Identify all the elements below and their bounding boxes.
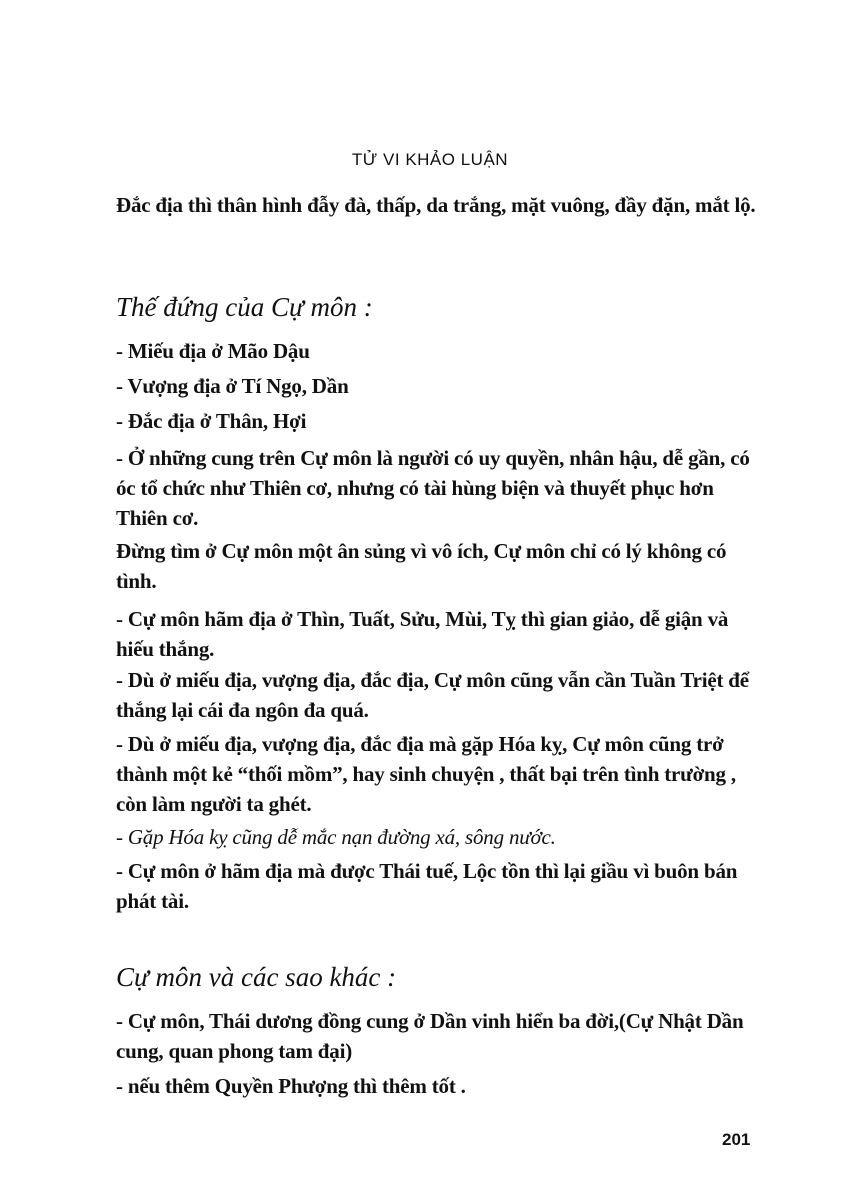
paragraph: - nếu thêm Quyền Phượng thì thêm tốt . bbox=[116, 1074, 466, 1098]
section-heading-the-dung: Thế đứng của Cự môn : bbox=[116, 292, 373, 322]
paragraph: - Dù ở miếu địa, vượng địa, đắc địa, Cự môn cũng vẫn cần Tuần Triệt để thắng lại cái đa ngôn đa quá. bbox=[116, 668, 749, 722]
paragraph: - Miếu địa ở Mão Dậu bbox=[116, 339, 310, 363]
paragraph: - Cự môn, Thái dương đồng cung ở Dần vinh hiển ba đời,(Cự Nhật Dần cung, quan phong tam đại) bbox=[116, 1009, 744, 1063]
page-number: 201 bbox=[722, 1130, 751, 1149]
section-heading-cac-sao-khac: Cự môn và các sao khác : bbox=[116, 962, 397, 992]
paragraph: - Cự môn hãm địa ở Thìn, Tuất, Sửu, Mùi, Tỵ thì gian giảo, dễ giận và hiếu thắng. bbox=[116, 607, 729, 661]
paragraph: - Đắc địa ở Thân, Hợi bbox=[116, 409, 307, 433]
paragraph-italic: - Gặp Hóa kỵ cũng dễ mắc nạn đường xá, sông nước. bbox=[116, 825, 556, 849]
intro-paragraph: Đắc địa thì thân hình đẫy đà, thấp, da trắng, mặt vuông, đầy đặn, mắt lộ. bbox=[116, 193, 756, 217]
paragraph: - Vượng địa ở Tí Ngọ, Dần bbox=[116, 374, 349, 398]
paragraph: - Ở những cung trên Cự môn là người có uy quyền, nhân hậu, dễ gần, có óc tổ chức như Thiên cơ, nhưng có tài hùng biện và thuyết phục hơn Thiên cơ. bbox=[116, 446, 750, 530]
paragraph: Đừng tìm ở Cự môn một ân sủng vì vô ích, Cự môn chỉ có lý không có tình. bbox=[116, 539, 727, 593]
paragraph: - Dù ở miếu địa, vượng địa, đắc địa mà gặp Hóa kỵ, Cự môn cũng trở thành một kẻ “thối mồm”, hay sinh chuyện , thất bại trên tình trường , còn làm người ta ghét. bbox=[116, 732, 736, 816]
running-head: TỬ VI KHẢO LUẬN bbox=[351, 150, 509, 169]
paragraph: - Cự môn ở hãm địa mà được Thái tuế, Lộc tồn thì lại giầu vì buôn bán phát tài. bbox=[116, 859, 738, 913]
